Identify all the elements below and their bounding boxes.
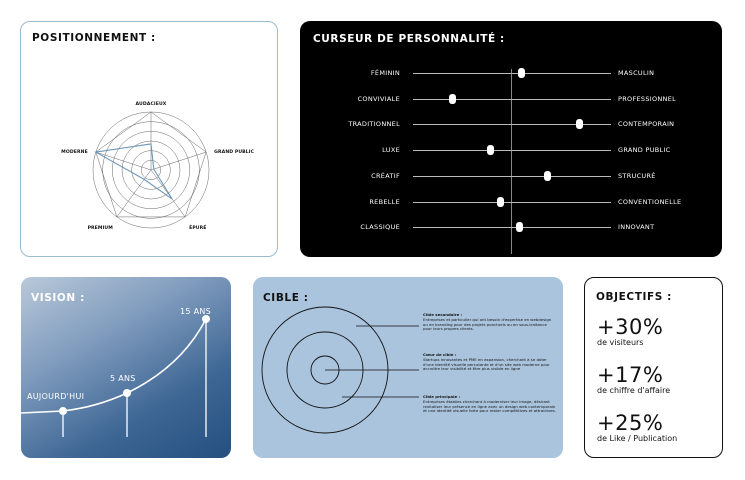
target-secondary-title: Cible secondaire : (423, 312, 463, 317)
slider-track (413, 150, 611, 151)
slider-track (413, 227, 611, 228)
slider-track (413, 176, 611, 177)
personality-slider-card (300, 21, 722, 257)
slider-thumb[interactable] (516, 222, 523, 232)
vision-label-5y: 5 ANS (110, 374, 136, 383)
radar-axis-label: ÉPURÉ (189, 225, 207, 231)
objectives-title: OBJECTIFS : (596, 291, 672, 303)
target-primary-block (423, 395, 557, 414)
slider-thumb[interactable] (497, 197, 504, 207)
target-primary-text: Entreprises établies cherchant à moderniser leur image, désirant revitaliser leur présence en ligne avec un design web contemporain et une identité visuelle forte pour rester compétitives et attractives. (423, 398, 556, 414)
target-core-title: Cœur de cible : (423, 352, 457, 357)
slider-right-label: CONVENTIONELLE (618, 197, 682, 206)
radar-axis-label: AUDACIEUX (135, 102, 167, 107)
objective-label-likes: de Like / Publication (597, 434, 678, 443)
vision-point-15y (202, 315, 210, 323)
slider-thumb[interactable] (518, 68, 525, 78)
slider-left-label: TRADITIONNEL (348, 120, 400, 129)
positionnement-card (20, 21, 278, 257)
slider-right-label: CONTEMPORAIN (618, 120, 675, 129)
vision-label-15y: 15 ANS (180, 307, 212, 316)
slider-track (413, 73, 611, 74)
radar-axis-label: GRAND PUBLIC (214, 150, 255, 156)
slider-thumb[interactable] (544, 171, 551, 181)
slider-right-label: GRAND PUBLIC (618, 146, 671, 155)
objective-label-visitors: de visiteurs (597, 338, 644, 347)
vision-timeline (21, 277, 231, 458)
vision-title: VISION : (31, 292, 85, 304)
objective-label-revenue: de chiffre d'affaire (597, 386, 671, 395)
slider-left-label: CONVIVIALE (357, 94, 400, 103)
slider-thumb[interactable] (576, 119, 583, 129)
objectives-card (584, 277, 723, 458)
vision-point-today (59, 407, 67, 415)
positionnement-title: POSITIONNEMENT : (32, 32, 156, 44)
target-secondary-block (423, 313, 557, 332)
slider-left-label: CLASSIQUE (360, 223, 400, 232)
slider-right-label: PROFESSIONNEL (618, 94, 677, 103)
objective-value-visitors: +30% (597, 315, 664, 339)
slider-right-label: INNOVANT (618, 223, 655, 232)
target-core-text: Startups innovantes et PME en expansion, cherchant à se doter d'une identité visuelle percutante et d'un site web moderne pour accroître leur visibilité et être plus visible en ligne (423, 356, 550, 372)
slider-left-label: LUXE (382, 146, 400, 155)
target-primary-title: Cible principale : (423, 394, 461, 399)
target-title: CIBLE : (263, 292, 309, 304)
slider-left-label: FÉMININ (370, 69, 400, 77)
slider-track (413, 99, 611, 100)
radar-axis (151, 152, 206, 170)
objective-value-revenue: +17% (597, 363, 664, 387)
target-secondary-text: Entreprises et particulier qui ont besoin d'expertise en webdesign ou en branding pour des projets ponctuels ou en sous-traitance pour leurs propres clients. (423, 316, 552, 332)
slider-right-label: STRUCURÉ (618, 171, 656, 180)
slider-left-label: CRÉATIF (371, 171, 400, 180)
radar-axis-label: PREMIUM (87, 225, 113, 231)
vision-card (21, 277, 231, 458)
radar-axis-label: MODERNE (61, 150, 88, 156)
target-card (253, 277, 563, 458)
slider-track (413, 202, 611, 203)
objective-value-likes: +25% (597, 411, 664, 435)
radar-axis (117, 170, 151, 217)
slider-right-label: MASCULIN (618, 69, 655, 77)
vision-point-5y (123, 389, 131, 397)
personality-slider-title: CURSEUR DE PERSONNALITÉ : (313, 33, 505, 45)
vision-label-today: AUJOURD'HUI (27, 392, 85, 401)
slider-thumb[interactable] (449, 94, 456, 104)
target-core-block (423, 353, 557, 372)
slider-left-label: REBELLE (369, 197, 400, 206)
radar-chart (21, 22, 278, 257)
slider-thumb[interactable] (487, 145, 494, 155)
